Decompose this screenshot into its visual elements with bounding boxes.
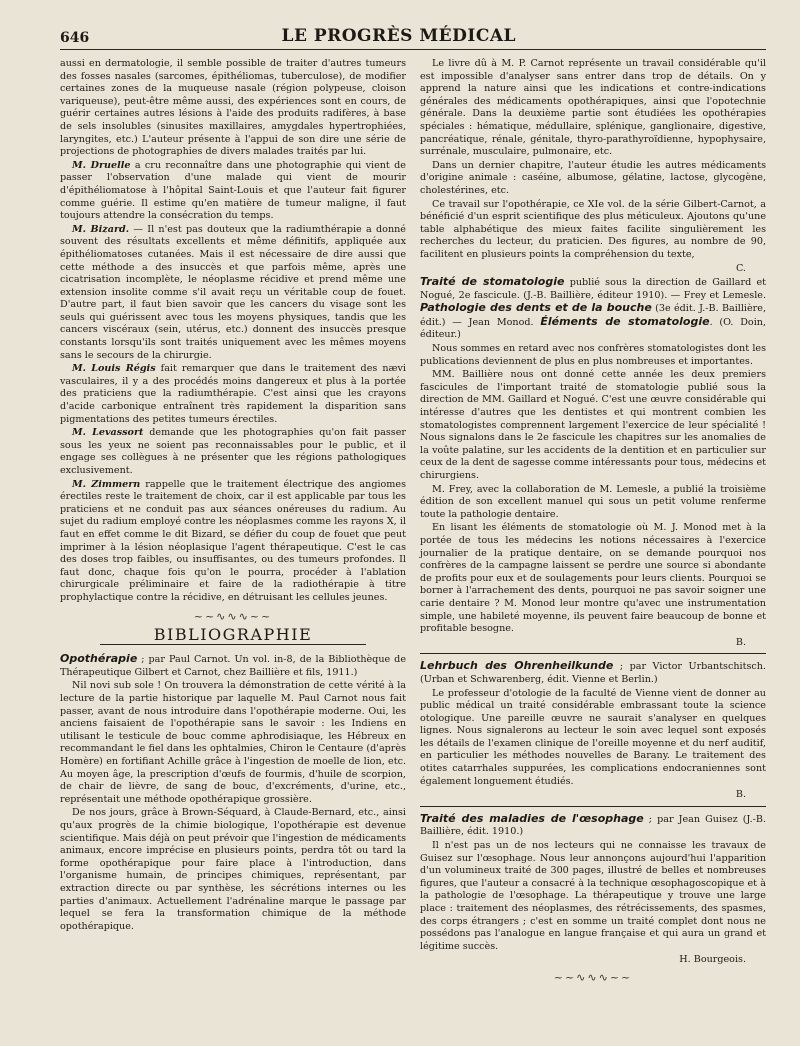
review-paragraph: Ce travail sur l'opothérapie, ce XIe vol. de la série Gilbert-Carnot, a bénéficié d'un esprit scientifique des plus méticuleux. Ajoutons qu'une table alphabétique des mieux faites facilite singulièrement les recherches du lecteur, du praticien. Des figures, au nombre de 90, facilitent en plusieurs points la compréhension du texte, xyxy=(420,198,766,260)
left-column xyxy=(60,58,406,992)
paragraph-text: fait remarquer que dans le traitement des nævi vasculaires, il y a des procédés moins dangereux et plus à la portée des praticiens que la radiumthérapie. C'est ainsi que les crayons d'acide carbonique entraînent très rapidement la disparition sans pigmentations des petites tumeurs érectiles. xyxy=(60,363,407,425)
review-heading-ohrenheilkunde xyxy=(420,660,766,686)
section-title: BIBLIOGRAPHIE xyxy=(153,625,313,645)
page-header xyxy=(60,24,766,50)
review-paragraph: Il n'est pas un de nos lecteurs qui ne connaisse les travaux de Guisez sur l'œsophage. Nous leur annonçons aujourd'hui l'apparition d'un volumineux traité de 300 pages, illustré de belles et nombreuses figures, que l'auteur a consacré à la technique œsophagoscopique et à la pathologie de l'œsophage. La thérapeutique y trouve une large place : traitement des néoplasmes, des rétrécissements, des spasmes, des corps étrangers ; c'est en somme un traité complet dont nous ne possédons pas l'analogue en langue française et qui aura un grand et légitime succès. xyxy=(420,840,766,952)
running-title: LE PROGRÈS MÉDICAL xyxy=(281,26,516,46)
zimmern-paragraph xyxy=(60,479,406,605)
review-paragraph: M. Frey, avec la collaboration de M. Lemesle, a publié la troisième édition de son excellent manuel qui sous un petit volume renferme toute la pathologie dentaire. xyxy=(420,483,766,520)
text-columns xyxy=(60,58,766,992)
book-title: Opothérapie xyxy=(60,652,138,666)
review-heading-stomatologie xyxy=(420,276,766,342)
review-heading-oesophage xyxy=(420,813,766,839)
intro-paragraph: aussi en dermatologie, il semble possible de traiter d'autres tumeurs des fosses nasales (sarcomes, épithéliomas, tuberculose), de modifier certaines zones de la muqueuse nasale (région polypeuse, cloison variqueuse), peut-être même aussi, des expériences sont en cours, de guérir certaines autres lésions à l'aide des produits radifères, à base de sels insolubles (sinusites maxillaires, amygdales hypertrophiées, laryngites, etc.) L'auteur présente à l'appui de son dire une série de projections de photographies de divers malades traités par lui. xyxy=(60,58,406,158)
review-paragraph: Le professeur d'otologie de la faculté de Vienne vient de donner au public médical un traité considérable embrassant toute la science otologique. Une pareille œuvre ne saurait s'analyser en quelques lignes. Nous signalerons au lecteur le soin avec lequel sont exposés les détails de l'examen clinique de l'oreille moyenne et du nerf auditif, en particulier les méthodes nouvelles de Barany. Le traitement des otites catarrhales suppurées, les complications endocraniennes sont également longuement étudiés. xyxy=(420,687,766,787)
paragraph-text: — Il n'est pas douteux que la radiumthérapie a donné souvent des résultats excellents et même définitifs, appliquée aux épithéliomatoses cutanées. Mais il est nécessaire de dire aussi que cette méthode a des insuccès et que parfois même, après une cicatrisation incomplète, le néoplasme récidive et prend même une extension insolite comme s'il avait reçu un véritable coup de fouet. D'autre part, il faut bien savoir que les cancers du visage sont les seuls qui guérissent avec tous les moyens physiques, tandis que les cancers viscéraux (sein, utérus, etc.) donnent des insuccès presque constants lorsqu'ils sont traités uniquement avec les mêmes moyens sans le secours de la chirurgie. xyxy=(60,223,406,361)
review-paragraph: Nous sommes en retard avec nos confrères stomatologistes dont les publications deviennent de plus en plus nombreuses et importantes. xyxy=(420,343,766,367)
reviewer-signature: B. xyxy=(735,789,746,801)
druelle-paragraph xyxy=(60,160,406,223)
book-reference: ; par Jean Guisez (J.-B. Baillière, édit. 1910.) xyxy=(420,813,766,838)
book-reference: publié sous la direction de Gaillard et Nogué, 2e fascicule. (J.-B. Baillière, éditeur 1910). — Frey et Lemesle. xyxy=(420,277,766,301)
book-title: Traité des maladies de l'œsophage xyxy=(420,811,644,825)
paragraph-text: a cru reconnaître dans une photographie qui vient de passer l'observation d'une malade qui vient de mourir d'épithéliomatose à l'hôpital Saint-Louis et que l'auteur fait figurer comme guérie. Il estime qu'en matière de tumeur maligne, il faut toujours attendre la consécration du temps. xyxy=(60,159,406,222)
right-column xyxy=(420,58,766,992)
bizard-paragraph xyxy=(60,224,406,363)
reviewer-signature: B. xyxy=(735,636,746,648)
review-separator xyxy=(420,806,766,807)
reviewer-signature: C. xyxy=(735,262,746,274)
regis-paragraph xyxy=(60,363,406,426)
review-paragraph: Nil novi sub sole ! On trouvera la démonstration de cette vérité à la lecture de la partie historique par laquelle M. Paul Carnot nous fait passer, avant de nous introduire dans l'opothérapie moderne. Oui, les anciens faisaient de l'opothérapie sans le savoir : les Indiens en utilisant le testicule de bouc comme aphrodisiaque, les Hébreux en recommandant le fiel dans les ophtalmies, Chiron le Centaure (d'après Homère) en fortifiant Achille grâce à l'ingestion de moelle de lion, etc. Au moyen âge, la prescription d'œufs de fourmis, d'huile de scorpion, de chair de lièvre, de sang de bouc, d'excréments, d'urine, etc., représentait une méthode opothérapique grossière. xyxy=(60,680,406,805)
speaker-name: M. Druelle xyxy=(72,159,131,171)
page-number: 646 xyxy=(60,30,90,46)
review-heading-opotherapie xyxy=(60,653,406,679)
review-paragraph: Dans un dernier chapitre, l'auteur étudie les autres médicaments d'origine animale : caséine, albumose, gélatine, lactose, glycogène, cholestérines, etc. xyxy=(420,159,766,196)
book-reference: ; par Victor Urbantschitsch. (Urban et Schwarenberg, édit. Vienne et Berlin.) xyxy=(420,661,766,685)
paragraph-text: rappelle que le traitement électrique des angiomes érectiles reste le traitement de choix, car il est applicable par tous les praticiens et ne conduit pas aux séances onéreuses du radium. Au sujet du radium employé contre les néoplasmes comme les rayons X, il faut en effet comme le dit Bizard, se défier du coup de fouet que peut imprimer à la lésion néoplasique l'agent thérapeutique. C'est le cas des doses trop faibles, ou insuffisantes, ou des tumeurs profondes. Il faut donc, chaque fois qu'on le pourra, procéder à l'ablation chirurgicale préliminaire et faire de la radiothérapie à titre prophylactique contre la récidive, en détruisant les cellules jeunes. xyxy=(60,478,406,603)
review-paragraph: Le livre dû à M. P. Carnot représente un travail considérable qu'il est impossible d'analyser sans entrer dans trop de détails. On y apprend la nature ainsi que les indications et contre-indications générales des médicaments opothérapiques, ainsi que l'opotechnie générale. Dans la deuxième partie sont étudiées les opothérapies spéciales : hématique, médullaire, splénique, ganglionaire, digestive, pancréatique, rénale, génitale, thyro-parathyroïdienne, hypophysaire, surrénale, musculaire, pulmonaire, etc. xyxy=(420,58,766,158)
book-title: Traité de stomatologie xyxy=(420,275,565,289)
book-title: Pathologie des dents et de la bouche xyxy=(420,301,652,315)
speaker-name: M. Levassort xyxy=(72,427,144,439)
review-separator xyxy=(420,653,766,654)
levassort-paragraph xyxy=(60,427,406,477)
review-paragraph: En lisant les éléments de stomatologie où M. J. Monod met à la portée de tous les médecins les notions nécessaires à l'exercice journalier de la pratique dentaire, on se demande pourquoi nos confrères de la campagne laissent se perdre une source si abondante de profits pour eux et de soulagements pour leurs clients. Pourquoi se borner à l'arrachement des dents, pourquoi ne pas savoir soigner une carie dentaire ? M. Monod leur montre qu'avec une instrumentation simple, une habileté moyenne, ils peuvent faire beaucoup de bonne et profitable besogne. xyxy=(420,522,766,635)
reviewer-signature: H. Bourgeois. xyxy=(679,954,746,966)
book-reference: . (O. Doin, éditeur.) xyxy=(420,316,766,341)
book-reference: ; par Paul Carnot. Un vol. in-8, de la Bibliothèque de Thérapeutique Gilbert et Carnot, chez Baillière et fils, 1911.) xyxy=(60,654,406,678)
review-paragraph: MM. Baillière nous ont donné cette année les deux premiers fascicules de l'important traité de stomatologie publié sous la direction de MM. Gaillard et Nogué. C'est une œuvre considérable qui intéresse d'autres que les dentistes et qui montrent combien les stomatologistes comprennent largement l'exercice de leur spécialité ! Nous signalons dans le 2e fascicule les chapitres sur les anomalies de la voûte palatine, sur les accidents de la dentition et en particulier sur ceux de la dent de sagesse comme intéressants pour tous, médecins et chirurgiens. xyxy=(420,369,766,481)
speaker-name: M. Bizard. xyxy=(72,223,130,235)
speaker-name: M. Louis Régis xyxy=(72,363,156,375)
speaker-name: M. Zimmern xyxy=(72,478,141,490)
ornament-divider: ~~∿∿∿~~ xyxy=(193,609,273,623)
book-title: Éléments de stomatologie xyxy=(540,314,710,328)
ornament-divider: ~~∿∿∿~~ xyxy=(553,970,633,984)
paragraph-text: demande que les photographies qu'on fait passer sous les yeux ne soient pas reconnaissables pour le public, et il engage ses collègues à ne présenter que les régions pathologiques exclusivement. xyxy=(60,427,406,476)
review-paragraph: De nos jours, grâce à Brown-Séquard, à Claude-Bernard, etc., ainsi qu'aux progrès de la chimie biologique, l'opothérapie est devenue scientifique. Mais déjà on peut prévoir que l'ingestion de médicaments animaux, encore imprécise en plusieurs points, perdra tôt ou tard la forme opothérapique pour faire place à l'introduction, dans l'organisme humain, de principes chimiques, représentant, par extraction directe ou par synthèse, les sécrétions internes ou les parties d'animaux. Actuellement l'adrénaline marque le passage par lequel se fera la transformation chimique de la méthode opothérapique. xyxy=(60,807,406,932)
book-title: Lehrbuch des Ohrenheilkunde xyxy=(420,659,614,673)
book-reference: (3e édit. J.-B. Baillière, édit.) — Jean Monod. xyxy=(420,303,766,328)
